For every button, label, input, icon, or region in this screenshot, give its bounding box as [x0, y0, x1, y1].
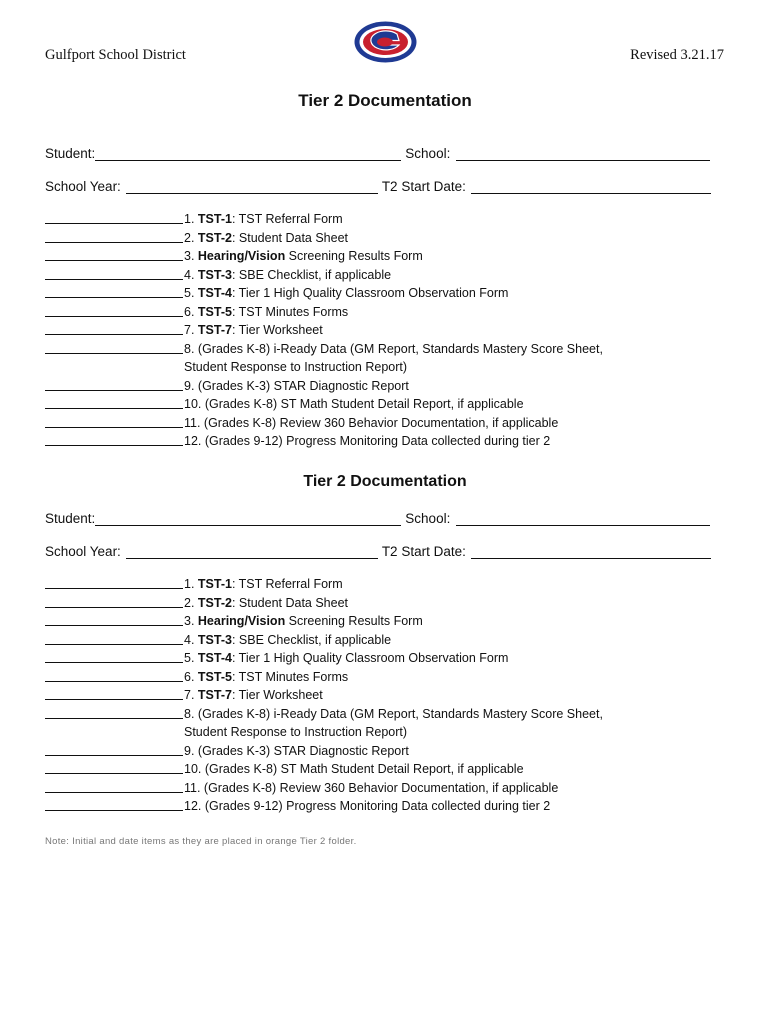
checklist-item: 12. (Grades 9-12) Progress Monitoring Data collected during tier 2 [45, 797, 725, 816]
school-year-field[interactable] [126, 544, 378, 559]
checklist-item-continuation: Student Response to Instruction Report) [184, 360, 408, 374]
section-title: Tier 2 Documentation [303, 473, 467, 490]
year-start-row [45, 176, 725, 194]
checklist-item: 1. TST-1: TST Referral Form [45, 210, 725, 229]
t2-start-label: T2 Start Date: [381, 544, 466, 559]
checklist-item: 4. TST-3: SBE Checklist, if applicable [45, 266, 725, 285]
checklist-item: 9. (Grades K-3) STAR Diagnostic Report [45, 377, 725, 396]
t2-start-field[interactable] [471, 179, 711, 194]
initial-blank[interactable] [45, 686, 183, 700]
school-label: School: [405, 511, 451, 526]
t2-start-field[interactable] [471, 544, 711, 559]
initial-blank[interactable] [45, 432, 183, 446]
page-header [0, 0, 770, 80]
initial-blank[interactable] [45, 395, 183, 409]
initial-blank[interactable] [45, 284, 183, 298]
checklist-item: 9. (Grades K-3) STAR Diagnostic Report [45, 742, 725, 761]
district-name: Gulfport School District [45, 47, 186, 63]
initial-blank[interactable] [45, 266, 183, 280]
initial-blank[interactable] [45, 649, 183, 663]
school-label: School: [405, 146, 451, 161]
checklist-item-continuation: Student Response to Instruction Report) [184, 725, 408, 739]
checklist-item: 7. TST-7: Tier Worksheet [45, 321, 725, 340]
checklist-item: 8. (Grades K-8) i-Ready Data (GM Report, Standards Mastery Score Sheet, [45, 340, 725, 359]
checklist-item: 10. (Grades K-8) ST Math Student Detail Report, if applicable [45, 760, 725, 779]
section-title: Tier 2 Documentation [298, 91, 472, 110]
initial-blank[interactable] [45, 340, 183, 354]
checklist-item: 5. TST-4: Tier 1 High Quality Classroom Observation Form [45, 284, 725, 303]
revised-date: Revised 3.21.17 [630, 47, 724, 63]
checklist-item: 1. TST-1: TST Referral Form [45, 575, 725, 594]
document-checklist [45, 575, 725, 816]
school-year-label: School Year: [45, 544, 121, 559]
initial-blank[interactable] [45, 321, 183, 335]
checklist-item: 7. TST-7: Tier Worksheet [45, 686, 725, 705]
checklist-item: 3. Hearing/Vision Screening Results Form [45, 612, 725, 631]
initial-blank[interactable] [45, 247, 183, 261]
tier2-section-1 [45, 91, 725, 451]
checklist-item: 2. TST-2: Student Data Sheet [45, 229, 725, 248]
checklist-item: 11. (Grades K-8) Review 360 Behavior Documentation, if applicable [45, 779, 725, 798]
checklist-item: 10. (Grades K-8) ST Math Student Detail Report, if applicable [45, 395, 725, 414]
initial-blank[interactable] [45, 210, 183, 224]
school-year-field[interactable] [126, 179, 378, 194]
checklist-item: 11. (Grades K-8) Review 360 Behavior Documentation, if applicable [45, 414, 725, 433]
initial-blank[interactable] [45, 705, 183, 719]
school-field[interactable] [456, 146, 710, 161]
student-field[interactable] [95, 146, 401, 161]
initial-blank[interactable] [45, 631, 183, 645]
initial-blank[interactable] [45, 612, 183, 626]
checklist-item: 3. Hearing/Vision Screening Results Form [45, 247, 725, 266]
initial-blank[interactable] [45, 668, 183, 682]
checklist-item: 5. TST-4: Tier 1 High Quality Classroom Observation Form [45, 649, 725, 668]
student-school-row [45, 143, 725, 161]
initial-blank[interactable] [45, 377, 183, 391]
initial-blank[interactable] [45, 742, 183, 756]
folder-note: Note: Initial and date items as they are placed in orange Tier 2 folder. [45, 836, 357, 847]
checklist-item: 12. (Grades 9-12) Progress Monitoring Data collected during tier 2 [45, 432, 725, 451]
checklist-item: 2. TST-2: Student Data Sheet [45, 594, 725, 613]
checklist-item: 8. (Grades K-8) i-Ready Data (GM Report, Standards Mastery Score Sheet, [45, 705, 725, 724]
initial-blank[interactable] [45, 594, 183, 608]
checklist-item: 6. TST-5: TST Minutes Forms [45, 668, 725, 687]
initial-blank[interactable] [45, 303, 183, 317]
school-year-label: School Year: [45, 179, 121, 194]
year-start-row [45, 541, 725, 559]
checklist-item: 4. TST-3: SBE Checklist, if applicable [45, 631, 725, 650]
student-label: Student: [45, 511, 96, 526]
initial-blank[interactable] [45, 229, 183, 243]
student-field[interactable] [95, 511, 401, 526]
initial-blank[interactable] [45, 575, 183, 589]
initial-blank[interactable] [45, 760, 183, 774]
tier2-section-2 [45, 473, 725, 816]
t2-start-label: T2 Start Date: [381, 179, 466, 194]
gulfport-g-logo [353, 20, 418, 64]
initial-blank[interactable] [45, 797, 183, 811]
document-checklist [45, 210, 725, 451]
school-field[interactable] [456, 511, 710, 526]
initial-blank[interactable] [45, 414, 183, 428]
student-label: Student: [45, 146, 96, 161]
initial-blank[interactable] [45, 779, 183, 793]
checklist-item: 6. TST-5: TST Minutes Forms [45, 303, 725, 322]
student-school-row [45, 508, 725, 526]
